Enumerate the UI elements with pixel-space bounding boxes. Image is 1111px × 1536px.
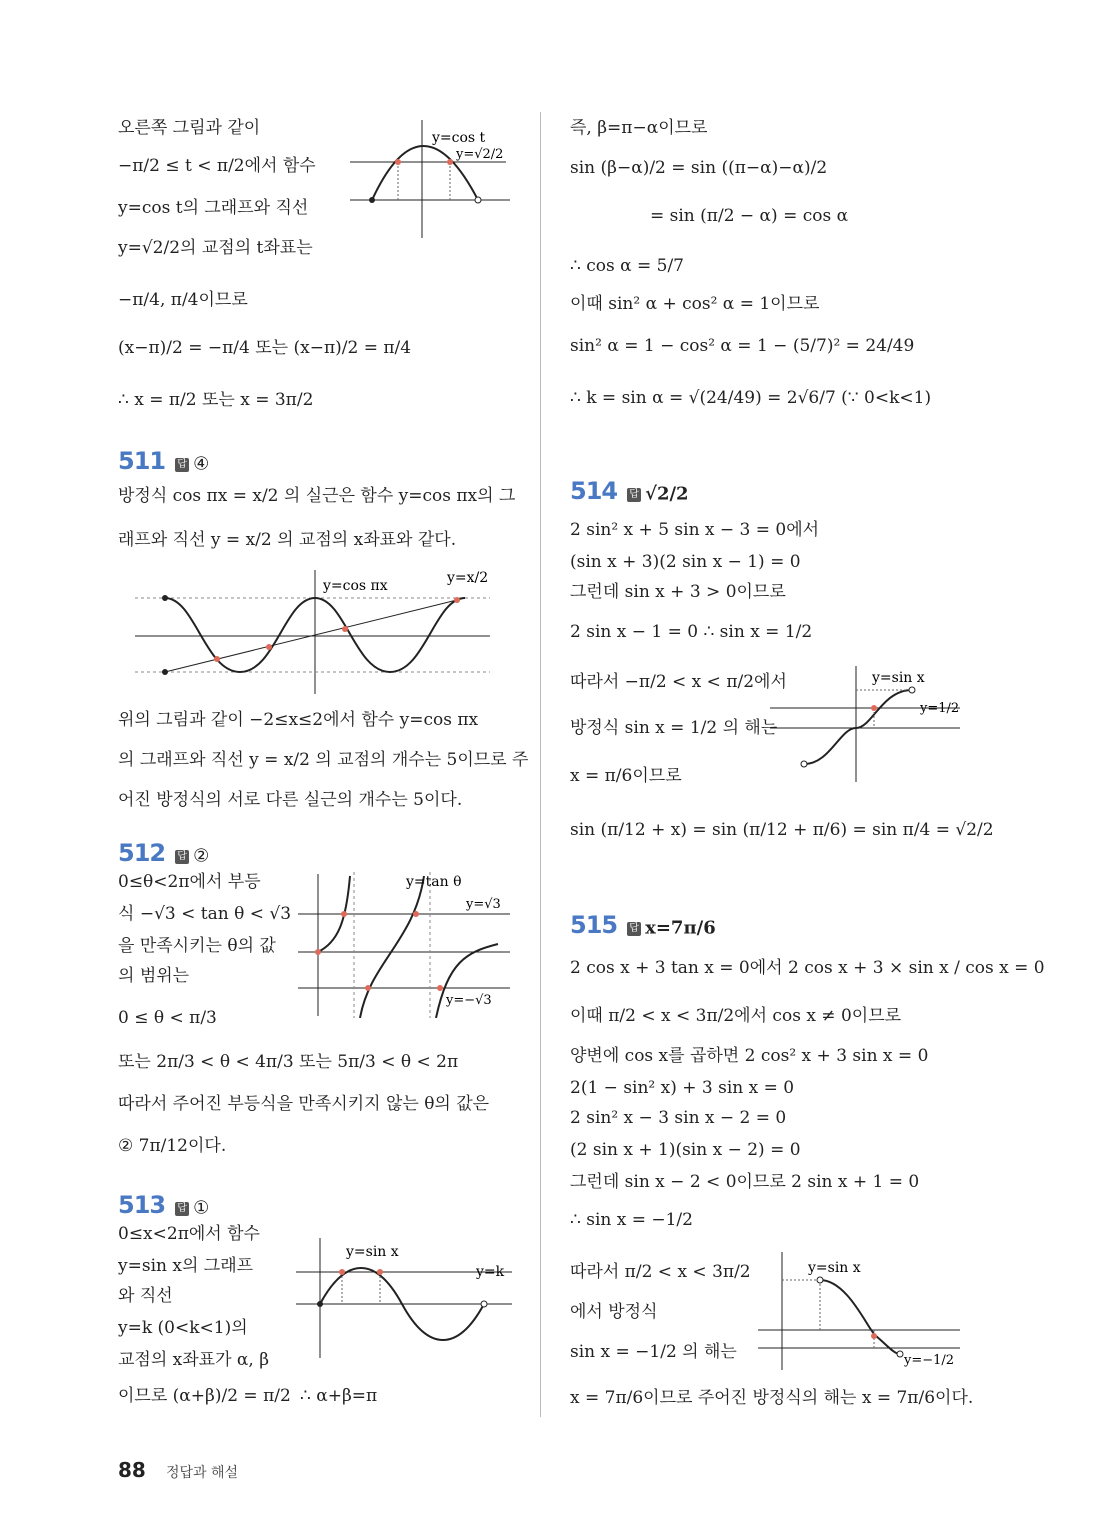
footer-label: 정답과 해설 <box>166 1465 239 1481</box>
p514-line-1: 2 sin² x + 5 sin x − 3 = 0에서 <box>570 520 820 540</box>
sin-curve <box>820 1280 900 1354</box>
intro-line-1: 오른쪽 그림과 같이 <box>118 118 261 138</box>
top-line-7: ∴ k = sin α = √(24/49) = 2√6/7 (∵ 0<k<1) <box>570 388 932 408</box>
intro-line-5: −π/4, π/4이므로 <box>118 290 248 310</box>
endpoint-open <box>897 1351 903 1357</box>
endpoint <box>162 669 168 675</box>
cos-t-graph <box>350 118 520 240</box>
intersection-point <box>341 911 347 917</box>
intro-line-7: ∴ x = π/2 또는 x = 3π/2 <box>118 390 314 410</box>
intro-line-3: y=cos t의 그래프와 직선 <box>118 198 309 218</box>
p511-line-5: 어진 방정식의 서로 다른 실근의 개수는 5이다. <box>118 790 463 810</box>
p515-line-5: 2 sin² x − 3 sin x − 2 = 0 <box>570 1108 787 1128</box>
problem-512-header <box>118 838 209 868</box>
answer-tag-icon: 답 <box>175 1202 189 1216</box>
p511-line-1: 방정식 cos πx = x/2 의 실근은 함수 y=cos πx의 그 <box>118 486 516 506</box>
problem-number: 513 <box>118 1191 166 1219</box>
endpoint-open <box>817 1277 823 1283</box>
graph-label: y=sin x <box>808 1260 861 1276</box>
p512-line-6: 또는 2π/3 < θ < 4π/3 또는 5π/3 < θ < 2π <box>118 1052 459 1072</box>
intersection-point <box>871 705 877 711</box>
answer-value: ② <box>193 845 210 867</box>
p515-line-9: 따라서 π/2 < x < 3π/2 <box>570 1262 751 1282</box>
p513-line-1: 0≤x<2π에서 함수 <box>118 1224 260 1244</box>
sin-half-graph <box>770 664 966 784</box>
answer-tag-icon: 답 <box>175 850 189 864</box>
intersection-point <box>365 985 371 991</box>
intersection-point <box>315 949 321 955</box>
top-line-2: sin (β−α)/2 = sin ((π−α)−α)/2 <box>570 158 828 178</box>
p513-line-2: y=sin x의 그래프 <box>118 1256 254 1276</box>
intersection-point <box>437 985 443 991</box>
intersection-point <box>339 1269 345 1275</box>
endpoint <box>162 595 168 601</box>
problem-515-header <box>570 910 716 940</box>
intersection-point <box>871 1333 877 1339</box>
line-label: y=x/2 <box>447 570 489 586</box>
p514-line-8: sin (π/12 + x) = sin (π/12 + π/6) = sin π/4 = √2/2 <box>570 820 994 840</box>
top-line-6: sin² α = 1 − cos² α = 1 − (5/7)² = 24/49 <box>570 336 915 356</box>
p515-line-7: 그런데 sin x − 2 < 0이므로 2 sin x + 1 = 0 <box>570 1172 920 1192</box>
problem-number: 515 <box>570 911 618 939</box>
p514-line-4: 2 sin x − 1 = 0 ∴ sin x = 1/2 <box>570 622 813 642</box>
endpoint-open <box>481 1301 487 1307</box>
endpoint-open <box>801 761 807 767</box>
p515-line-12: x = 7π/6이므로 주어진 방정식의 해는 x = 7π/6이다. <box>570 1388 974 1408</box>
answer-value: √2/2 <box>645 483 689 505</box>
p512-line-7: 따라서 주어진 부등식을 만족시키지 않는 θ의 값은 <box>118 1094 490 1114</box>
top-line-1: 즉, β=π−α이므로 <box>570 118 708 138</box>
problem-511-header <box>118 446 209 476</box>
p513-line-6: 이므로 (α+β)/2 = π/2 <box>118 1386 291 1406</box>
p512-line-8: ② 7π/12이다. <box>118 1136 227 1156</box>
sin-neg-half-graph <box>758 1250 966 1372</box>
endpoint-open <box>475 197 481 203</box>
intersection-point <box>395 159 401 165</box>
top-line-4: ∴ cos α = 5/7 <box>570 256 684 276</box>
intersection-point <box>413 911 419 917</box>
p513-line-4: y=k (0<k<1)의 <box>118 1318 248 1338</box>
intro-line-2: −π/2 ≤ t < π/2에서 함수 <box>118 156 316 176</box>
p515-line-6: (2 sin x + 1)(sin x − 2) = 0 <box>570 1140 801 1160</box>
intro-line-4: y=√2/2의 교점의 t좌표는 <box>118 238 313 258</box>
problem-number: 512 <box>118 839 166 867</box>
sin-k-graph <box>296 1236 518 1360</box>
sin-curve <box>804 690 912 764</box>
p514-line-6: 방정식 sin x = 1/2 의 해는 <box>570 718 778 738</box>
line-label: y=k <box>476 1264 505 1280</box>
line-label: y=√2/2 <box>456 147 504 162</box>
answer-tag-icon: 답 <box>627 488 641 502</box>
line-label: y=−1/2 <box>904 1353 955 1368</box>
tan-branch <box>360 876 424 1018</box>
p515-line-8: ∴ sin x = −1/2 <box>570 1210 693 1230</box>
p513-line-3: 와 직선 <box>118 1286 173 1306</box>
intersection-point <box>454 597 460 603</box>
p513-line-7: ∴ α+β=π <box>300 1386 378 1406</box>
p515-line-11: sin x = −1/2 의 해는 <box>570 1342 737 1362</box>
intro-line-6: (x−π)/2 = −π/4 또는 (x−π)/2 = π/4 <box>118 338 412 358</box>
cos-pix-graph <box>135 568 495 696</box>
endpoint-closed <box>317 1301 323 1307</box>
endpoint-closed <box>369 197 375 203</box>
answer-tag-icon: 답 <box>627 922 641 936</box>
line-bot-label: y=−√3 <box>446 993 492 1008</box>
line-top-label: y=√3 <box>466 897 501 912</box>
p514-line-3: 그런데 sin x + 3 > 0이므로 <box>570 582 786 602</box>
intersection-point <box>214 656 220 662</box>
endpoint-open <box>909 687 915 693</box>
graph-label: y=tan θ <box>406 874 462 890</box>
graph-label: y=cos πx <box>323 578 388 594</box>
p514-line-5: 따라서 −π/2 < x < π/2에서 <box>570 672 787 692</box>
graph-label: y=sin x <box>872 670 925 686</box>
p515-line-3: 양변에 cos x를 곱하면 2 cos² x + 3 sin x = 0 <box>570 1046 929 1066</box>
problem-514-header <box>570 476 689 506</box>
problem-513-header <box>118 1190 209 1220</box>
intersection-point <box>342 626 348 632</box>
tan-graph <box>298 872 516 1018</box>
intersection-point <box>447 159 453 165</box>
top-line-3: = sin (π/2 − α) = cos α <box>650 206 849 226</box>
p513-line-5: 교점의 x좌표가 α, β <box>118 1350 270 1370</box>
p512-line-4: 의 범위는 <box>118 966 190 986</box>
intersection-point <box>266 644 272 650</box>
page-number: 88 <box>118 1458 146 1482</box>
top-line-5: 이때 sin² α + cos² α = 1이므로 <box>570 294 820 314</box>
p514-line-7: x = π/6이므로 <box>570 766 682 786</box>
graph-label: y=sin x <box>346 1244 399 1260</box>
line-label: y=1/2 <box>920 701 960 716</box>
answer-tag-icon: 답 <box>175 458 189 472</box>
problem-number: 514 <box>570 477 618 505</box>
p512-line-5: 0 ≤ θ < π/3 <box>118 1008 217 1028</box>
p515-line-10: 에서 방정식 <box>570 1302 658 1322</box>
p511-line-4: 의 그래프와 직선 y = x/2 의 교점의 개수는 5이므로 주 <box>118 750 529 770</box>
answer-value: ④ <box>193 453 210 475</box>
answer-value: ① <box>193 1197 210 1219</box>
p515-line-4: 2(1 − sin² x) + 3 sin x = 0 <box>570 1078 795 1098</box>
p512-line-3: 을 만족시키는 θ의 값 <box>118 936 276 956</box>
p511-line-3: 위의 그림과 같이 −2≤x≤2에서 함수 y=cos πx <box>118 710 479 730</box>
intersection-point <box>377 1269 383 1275</box>
problem-number: 511 <box>118 447 166 475</box>
p512-line-1: 0≤θ<2π에서 부등 <box>118 872 261 892</box>
p511-line-2: 래프와 직선 y = x/2 의 교점의 x좌표와 같다. <box>118 530 457 550</box>
p512-line-2: 식 −√3 < tan θ < √3 <box>118 904 292 924</box>
answer-value: x=7π/6 <box>645 917 716 939</box>
column-divider <box>540 112 541 1417</box>
p515-line-2: 이때 π/2 < x < 3π/2에서 cos x ≠ 0이므로 <box>570 1006 902 1026</box>
graph-label: y=cos t <box>432 130 486 146</box>
p514-line-2: (sin x + 3)(2 sin x − 1) = 0 <box>570 552 801 572</box>
p515-line-1: 2 cos x + 3 tan x = 0에서 2 cos x + 3 × sin x / cos x = 0 <box>570 958 1045 978</box>
